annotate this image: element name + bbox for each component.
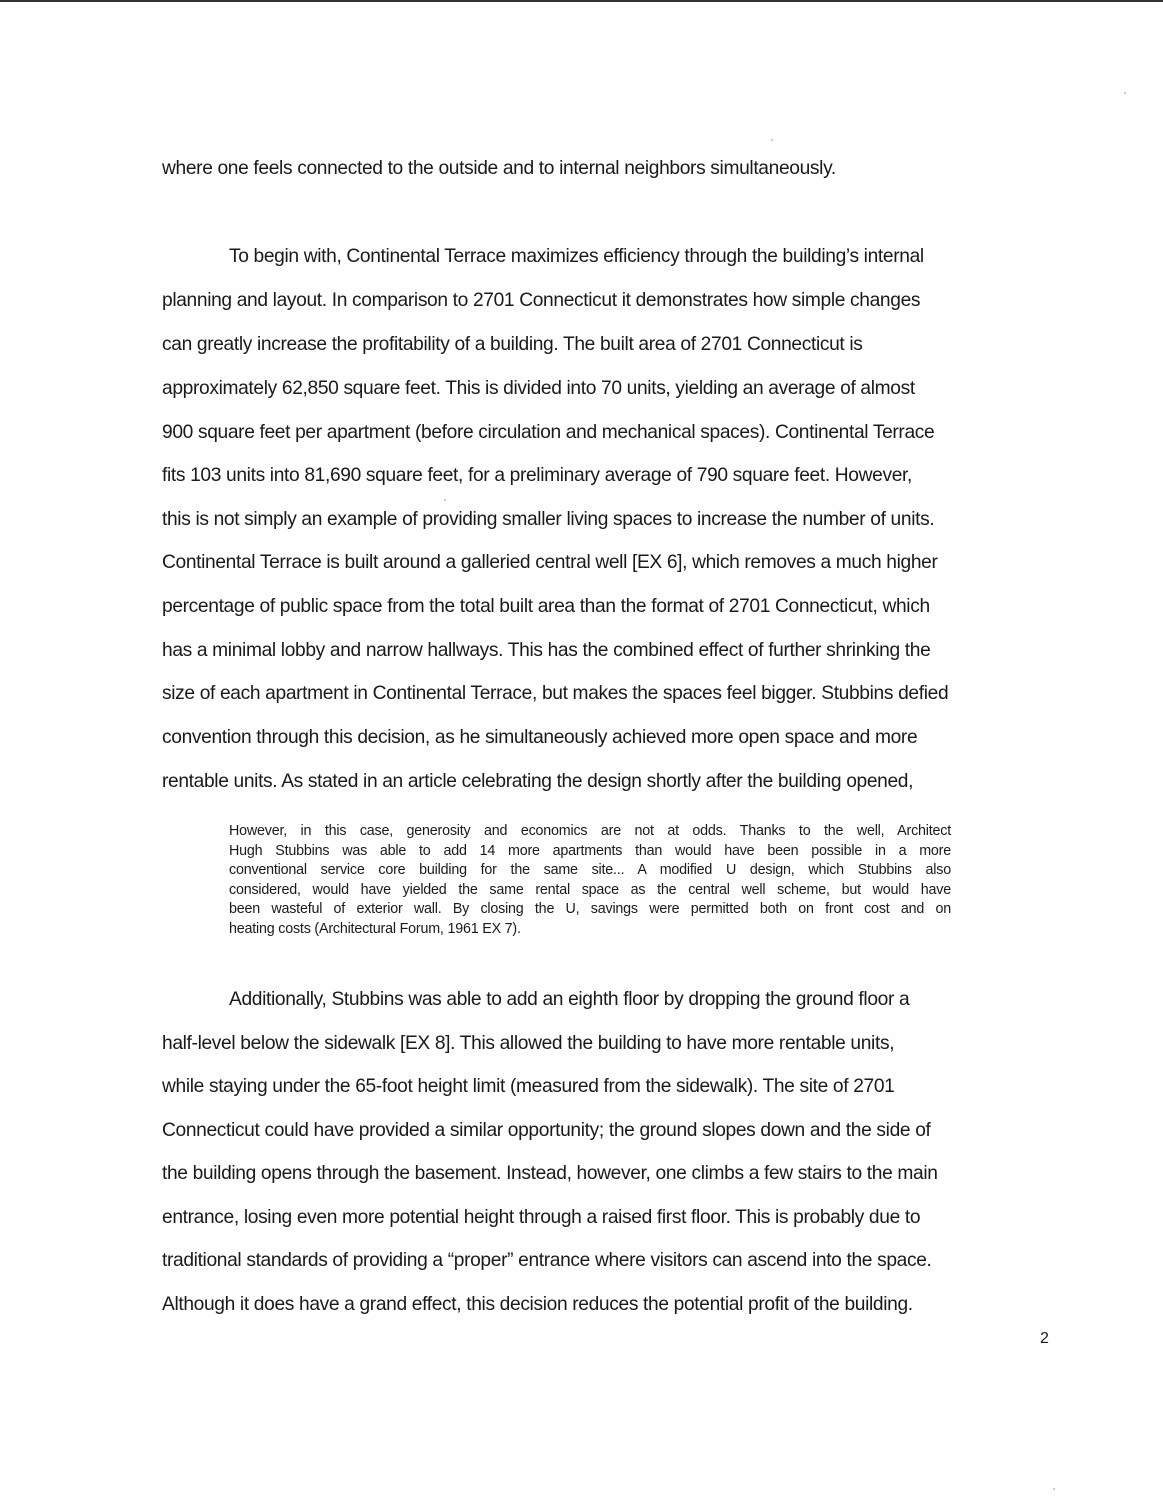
- block-quote-line: Hugh Stubbins was able to add 14 more apartments than would have been possible in a more: [229, 842, 951, 859]
- paragraph-1-line: approximately 62,850 square feet. This is divided into 70 units, yielding an average of almost: [162, 378, 915, 399]
- scan-speck: [444, 499, 446, 501]
- scan-speck: [1124, 92, 1126, 94]
- paragraph-1-line: To begin with, Continental Terrace maximizes efficiency through the building’s internal: [229, 246, 924, 267]
- paragraph-1-line: percentage of public space from the total built area than the format of 2701 Connecticut, which: [162, 596, 930, 617]
- paragraph-1-line: 900 square feet per apartment (before circulation and mechanical spaces). Continental Terrace: [162, 422, 935, 443]
- text-line: where one feels connected to the outside and to internal neighbors simultaneously.: [162, 158, 836, 179]
- paragraph-1-line: planning and layout. In comparison to 2701 Connecticut it demonstrates how simple changes: [162, 290, 921, 311]
- scan-top-edge: [0, 0, 1163, 2]
- paragraph-2-line: traditional standards of providing a “proper” entrance where visitors can ascend into the space.: [162, 1250, 932, 1271]
- paragraph-1-line: Continental Terrace is built around a galleried central well [EX 6], which removes a much higher: [162, 552, 938, 573]
- paragraph-2-line: Connecticut could have provided a similar opportunity; the ground slopes down and the side of: [162, 1120, 931, 1141]
- paragraph-2-line: entrance, losing even more potential height through a raised first floor. This is probably due to: [162, 1207, 921, 1228]
- paragraph-1-line: convention through this decision, as he simultaneously achieved more open space and more: [162, 727, 918, 748]
- block-quote-line: However, in this case, generosity and economics are not at odds. Thanks to the well, Architect: [229, 823, 951, 839]
- block-quote-line: conventional service core building for the same site... A modified U design, which Stubbins also: [229, 862, 951, 879]
- paragraph-2-line: Additionally, Stubbins was able to add an eighth floor by dropping the ground floor a: [229, 989, 910, 1010]
- paragraph-1-line: has a minimal lobby and narrow hallways. This has the combined effect of further shrinking the: [162, 640, 931, 661]
- paragraph-1-line: this is not simply an example of providing smaller living spaces to increase the number of units.: [162, 509, 935, 530]
- block-quote-line: been wasteful of exterior wall. By closing the U, savings were permitted both on front cost and on: [229, 901, 951, 918]
- block-quote: [229, 822, 951, 940]
- paragraph-2-line: while staying under the 65-foot height limit (measured from the sidewalk). The site of 2701: [162, 1076, 895, 1097]
- page-number: 2: [1040, 1330, 1049, 1347]
- paragraph-1-line: can greatly increase the profitability of a building. The built area of 2701 Connecticut is: [162, 334, 863, 355]
- scan-speck: [771, 139, 773, 141]
- paragraph-1-line: rentable units. As stated in an article celebrating the design shortly after the building opened,: [162, 771, 914, 792]
- paragraph-1-line: size of each apartment in Continental Terrace, but makes the spaces feel bigger. Stubbins defied: [162, 683, 949, 704]
- block-quote-line: considered, would have yielded the same rental space as the central well scheme, but would have: [229, 881, 951, 898]
- paragraph-2-line: Although it does have a grand effect, this decision reduces the potential profit of the building.: [162, 1294, 913, 1315]
- paragraph-2-line: the building opens through the basement. Instead, however, one climbs a few stairs to the main: [162, 1163, 938, 1184]
- paragraph-2-line: half-level below the sidewalk [EX 8]. This allowed the building to have more rentable units,: [162, 1033, 895, 1054]
- block-quote-line: heating costs (Architectural Forum, 1961 EX 7).: [229, 920, 521, 937]
- scan-speck: [1053, 1488, 1055, 1490]
- paragraph-1-line: fits 103 units into 81,690 square feet, for a preliminary average of 790 square feet. However,: [162, 465, 912, 486]
